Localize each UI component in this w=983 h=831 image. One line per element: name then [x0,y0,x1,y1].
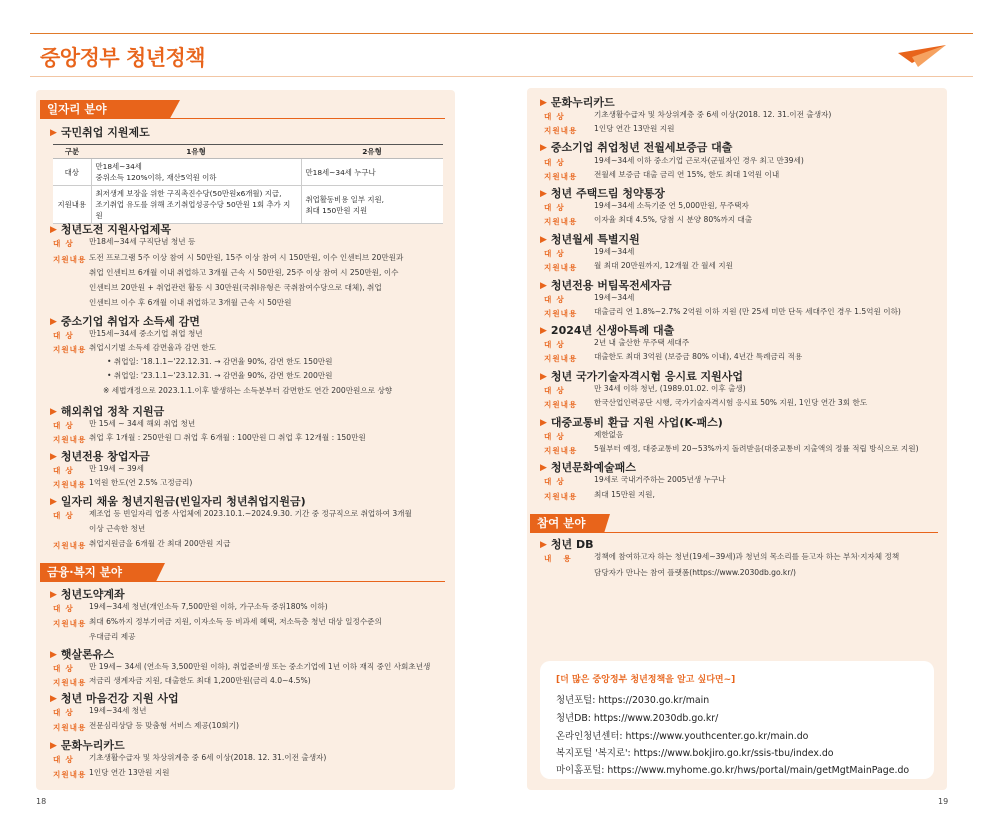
support-label: 지원내용 [53,541,87,550]
target-text: 만 19세 ~ 39세 [89,464,144,473]
top-rule [30,33,973,34]
support-label: 지원내용 [53,723,87,732]
page-title: 중앙정부 청년정책 [40,46,206,70]
support-text: 도전 프로그램 5주 이상 참여 시 50만원, 15주 이상 참여 시 150만원, 이수 인센티브 20만원과 [89,253,404,262]
target-text: 19세로 국내거주하는 2005년생 누구나 [594,475,726,484]
table-header: 구분 [53,145,91,159]
support-text: 1인당 연간 13만원 지원 [594,124,675,133]
support-label: 지원내용 [53,480,87,489]
support-text: 이자율 최대 4.5%, 당첨 시 분양 80%까지 대출 [594,215,753,224]
table-cell: 만18세~34세 누구나 [301,159,443,186]
support-label: 지원내용 [544,354,578,363]
support-text: 취업시기별 소득세 감면율과 감면 한도 [89,343,217,352]
support-text: 인센티브 이수 후 6개월 이내 취업하고 3개월 근속 시 50만원 [89,298,292,307]
policy-heading: ▶ 일자리 채움 청년지원금(빈일자리 청년취업지원금) [50,493,306,509]
section-tab-participation: 참여 분야 [530,514,610,532]
content-text: 정책에 참여하고자 하는 청년(19세~39세)과 청년의 목소리를 듣고자 하는 부처·지자체 정책 [594,552,900,561]
target-text: 2년 내 출산한 무주택 세대주 [594,338,690,347]
target-text: 19세~34세 청년 [89,706,147,715]
target-text: 기초생활수급자 및 차상위계층 중 6세 이상(2018. 12. 31.이전 출생자) [89,753,327,762]
support-label: 지원내용 [544,126,578,135]
content-label: 내용 [544,554,583,563]
target-text: 19세~34세 이하 중소기업 근로자(군필자인 경우 최고 만39세) [594,156,804,165]
target-label: 대상 [544,203,569,212]
support-text: 월 최대 20만원까지, 12개월 간 월세 지원 [594,261,733,270]
portal-link[interactable]: 마이홈포털: https://www.myhome.go.kr/hws/portal/main/getMgtMainPage.do [556,765,910,776]
support-text: 대출한도 최대 3억원 (보증금 80% 이내), 4년간 특례금리 적용 [594,352,803,361]
policy-heading: ▶ 중소기업 취업청년 전월세보증금 대출 [540,139,732,155]
policy-heading: ▶ 청년전용 창업자금 [50,448,150,464]
support-text: 취업 인센티브 6개월 이내 취업하고 3개월 근속 시 50만원, 25주 이상 참여 시 250만원, 이수 [89,268,399,277]
policy-heading: ▶ 청년문화예술패스 [540,459,636,475]
table-cell: 취업활동비용 일부 지원, 최대 150만원 지원 [301,186,443,224]
support-label: 지원내용 [544,217,578,226]
portal-link[interactable]: 온라인청년센터: https://www.youthcenter.go.kr/main.do [556,731,809,742]
table-row [53,159,443,186]
table-cell: 최저생계 보장을 위한 구직촉진수당(50만원x6개월) 지급, 조기취업 유도를 위해 조기취업성공수당 50만원 1회 추가 지원 [91,186,301,224]
more-info-title: [더 많은 중앙정부 청년정책을 알고 싶다면~] [556,675,736,685]
support-note: ※ 세법개정으로 2023.1.1.이후 발생하는 소득분부터 감면한도 연간 200만원으로 상향 [103,386,393,395]
target-label: 대상 [544,158,569,167]
target-label: 대상 [544,340,569,349]
support-text: 전월세 보증금 대출 금리 연 15%, 한도 최대 1억원 이내 [594,170,780,179]
policy-heading: ▶ 대중교통비 환급 지원 사업(K-패스) [540,414,723,430]
support-text: 한국산업인력공단 시행, 국가기술자격시험 응시료 50% 지원, 1인당 연간 3회 한도 [594,398,868,407]
policy-heading: ▶ 청년도전 지원사업제목 [50,221,171,237]
section-divider [40,118,445,119]
target-label: 대상 [53,664,78,673]
target-text: 만 15세 ~ 34세 해외 취업 청년 [89,419,196,428]
policy-heading: ▶ 청년전용 버팀목전세자금 [540,277,672,293]
policy-heading: ▶ 청년 마음건강 지원 사업 [50,690,179,706]
employment-support-table [53,144,443,224]
target-label: 대상 [544,477,569,486]
support-label: 지원내용 [53,619,87,628]
policy-heading: ▶ 청년월세 특별지원 [540,231,640,247]
target-text: 만 19세~ 34세 (연소득 3,500만원 이하), 취업준비생 또는 중소기업에 1년 이하 재직 중인 사회초년생 [89,662,431,671]
support-text: 우대금리 제공 [89,632,136,641]
support-label: 지원내용 [53,678,87,687]
policy-heading: ▶ 문화누리카드 [540,94,615,110]
target-text: 제조업 등 빈일자리 업종 사업체에 2023.10.1.~2024.9.30. 기간 중 정규직으로 취업하여 3개월 [89,509,412,518]
portal-link[interactable]: 복지포털 '복지로': https://www.bokjiro.go.kr/ssis-tbu/index.do [556,748,834,759]
target-label: 대상 [544,386,569,395]
portal-link[interactable]: 청년DB: https://www.2030db.go.kr/ [556,713,719,724]
target-text: 19세~34세 [594,293,635,302]
target-text: 이상 근속한 청년 [89,524,146,533]
policy-heading: ▶ 중소기업 취업자 소득세 감면 [50,313,200,329]
table-cell: 지원내용 [53,186,91,224]
support-text: 취업 후 1개월 : 250만원 ☐ 취업 후 6개월 : 100만원 ☐ 취업 후 12개월 : 150만원 [89,433,366,442]
support-text: 최대 15만원 지원, [594,490,655,499]
table-cell: 만18세~34세 중위소득 120%이하, 재산5억원 이하 [91,159,301,186]
target-label: 대상 [53,604,78,613]
target-label: 대상 [544,112,569,121]
section-divider [40,581,445,582]
support-label: 지원내용 [544,492,578,501]
support-label: 지원내용 [53,345,87,354]
policy-heading: ▶ 2024년 신생아특례 대출 [540,322,674,338]
target-label: 대상 [53,708,78,717]
target-label: 대상 [544,295,569,304]
support-text: 최대 6%까지 정부기여금 지원, 이자소득 등 비과세 혜택, 저소득층 청년 대상 일정수준의 [89,617,382,626]
support-bullet: • 취업일: '18.1.1~'22.12.31. → 감면율 90%, 감면 한도 150만원 [107,357,333,366]
target-text: 기초생활수급자 및 차상위계층 중 6세 이상(2018. 12. 31.이전 출생자) [594,110,832,119]
support-text: 취업지원금을 6개월 간 최대 200만원 지급 [89,539,231,548]
policy-heading: ▶ 문화누리카드 [50,737,125,753]
support-label: 지원내용 [53,770,87,779]
page-number: 18 [36,797,47,806]
support-text: 1인당 연간 13만원 지원 [89,768,170,777]
table-cell: 대상 [53,159,91,186]
target-text: 만18세~34세 구직단념 청년 등 [89,237,196,246]
support-label: 지원내용 [544,172,578,181]
policy-heading: ▶ 청년도약계좌 [50,586,125,602]
target-label: 대상 [544,432,569,441]
support-label: 지원내용 [544,263,578,272]
target-text: 만 34세 이하 청년, (1989.01.02. 이후 출생) [594,384,746,393]
content-text: 담당자가 만나는 참여 플랫폼(https://www.2030db.go.kr/) [594,568,796,577]
support-text: 대출금리 연 1.8%~2.7% 2억원 이하 지원 (만 25세 미만 단독 세대주인 경우 1.5억원 이하) [594,307,901,316]
target-label: 대상 [53,331,78,340]
support-bullet: • 취업일: '23.1.1~'23.12.31. → 감면율 90%, 감면 한도 200만원 [107,371,333,380]
title-divider [30,76,973,77]
table-header: 1유형 [91,145,301,159]
policy-heading: ▶ 청년 국가기술자격시험 응시료 지원사업 [540,368,743,384]
target-label: 대상 [53,511,78,520]
table-row [53,186,443,224]
policy-heading: ▶ 청년 DB [540,536,594,552]
portal-link[interactable]: 청년포털: https://2030.go.kr/main [556,695,710,706]
support-text: 1억원 한도(연 2.5% 고정금리) [89,478,193,487]
support-label: 지원내용 [544,400,578,409]
support-text: 전문심리상담 등 맞춤형 서비스 제공(10회기) [89,721,239,730]
section-tab-jobs: 일자리 분야 [40,100,180,118]
support-text: 5월부터 예정, 대중교통비 20~53%까지 돌려받음(대중교통비 지출액의 정률 적립 방식으로 지원) [594,444,919,453]
table-header: 2유형 [301,145,443,159]
target-label: 대상 [53,755,78,764]
policy-heading: ▶ 해외취업 정착 지원금 [50,403,164,419]
target-label: 대상 [53,466,78,475]
support-label: 지원내용 [53,255,87,264]
target-text: 만15세~34세 중소기업 취업 청년 [89,329,203,338]
support-label: 지원내용 [53,435,87,444]
target-label: 대상 [544,249,569,258]
target-label: 대상 [53,421,78,430]
target-label: 대상 [53,239,78,248]
target-text: 제한없음 [594,430,624,439]
target-text: 19세~34세 청년(개인소득 7,500만원 이하, 가구소득 중위180% 이하) [89,602,328,611]
section-tab-finance: 금융·복지 분야 [40,563,165,581]
section-divider [530,532,938,533]
support-text: 인센티브 20만원 + 취업관련 활동 시 30만원(국취Ⅰ유형은 국취참여수당으로 대체), 취업 [89,283,382,292]
paper-plane-icon [898,45,946,67]
policy-heading: ▶ 국민취업 지원제도 [50,124,150,140]
page-number: 19 [938,797,949,806]
support-text: 저금리 생계자금 지원, 대출한도 최대 1,200만원(금리 4.0~4.5%) [89,676,311,685]
support-label: 지원내용 [544,309,578,318]
policy-heading: ▶ 햇살론유스 [50,646,114,662]
target-text: 19세~34세 [594,247,635,256]
target-text: 19세~34세 소득기준 연 5,000만원, 무주택자 [594,201,749,210]
policy-heading: ▶ 청년 주택드림 청약통장 [540,185,665,201]
support-label: 지원내용 [544,446,578,455]
